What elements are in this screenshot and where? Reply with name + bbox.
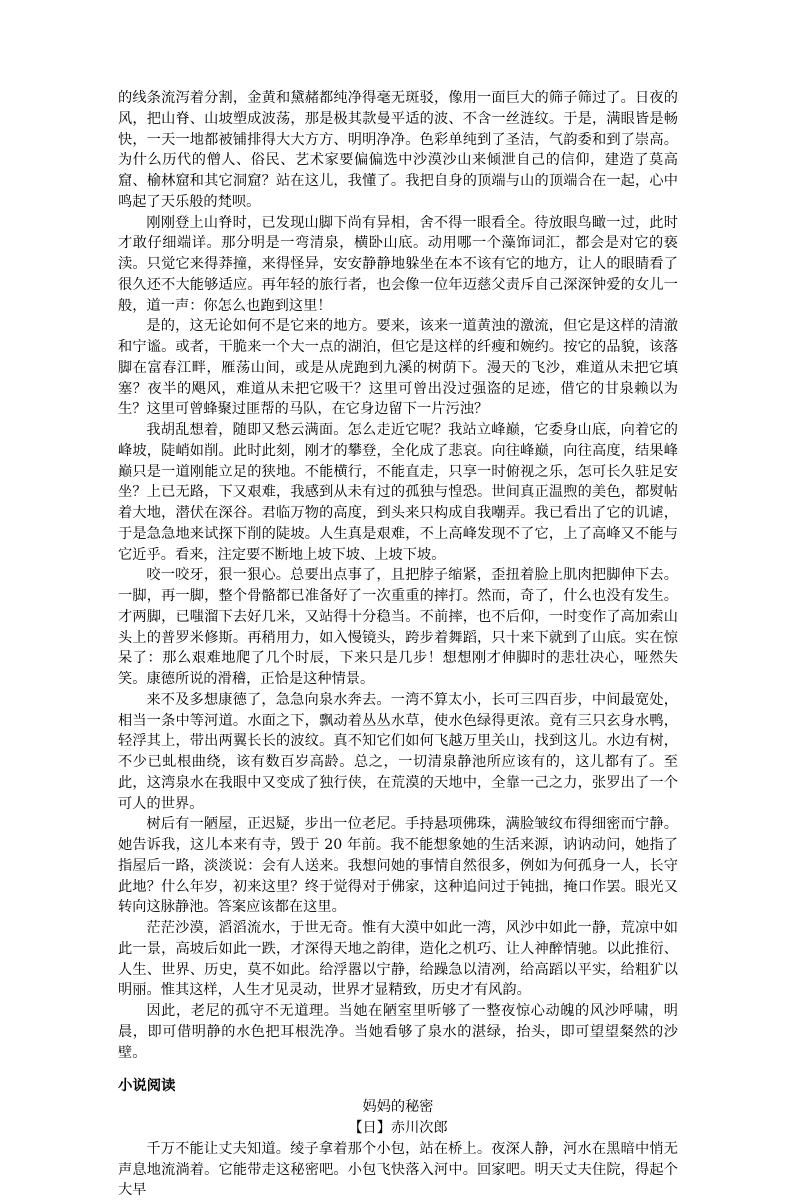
essay-paragraph-4: 我胡乱想着，随即又愁云满面。怎么走近它呢？我站立峰巅，它委身山底，向着它的峰坡，陡峭如削。此时此刻，刚才的攀登，全化成了悲哀。向往峰巅，向往高度，结果峰巅只是一道刚能立足的狭地。不能横行，不能直走，只享一时俯视之乐，怎可长久驻足安坐？上已无路，下又艰难，我感到从未有过的孤独与惶恐。世间真正温煦的美色，都熨帖着大地，潜伏在深谷。君临万物的高度，到头来只构成自我嘲弄。我已看出了它的讥谑，于是急急地来试探下削的陡坡。人生真是艰难，不上高峰发现不了它，上了高峰又不能与它近乎。看来，注定要不断地上坡下坡、上坡下坡。	[118, 422, 678, 563]
story-title: 妈妈的秘密	[362, 1099, 434, 1116]
section-heading: 小说阅读	[118, 1078, 176, 1095]
essay-paragraph-6: 来不及多想康德了，急急向泉水奔去。一湾不算太小，长可三四百步，中间最宽处，相当一条中等河道。水面之下，飘动着丛丛水草，使水色绿得更浓。竟有三只玄身水鸭，轻浮其上，带出两翼长长的波纹。真不知它们如何飞越万里关山，找到这儿。水边有树，不少已虬根曲绕，该有数百岁高龄。总之，一切清泉静池所应该有的，这儿都有了。至此，这湾泉水在我眼中又变成了独行侠，在荒漠的天地中，全靠一己之力，张罗出了一个可人的世界。	[118, 691, 678, 812]
essay-paragraph-2: 刚刚登上山脊时，已发现山脚下尚有异相，舍不得一眼看全。待放眼鸟瞰一过，此时才敢仔细端详。那分明是一弯清泉，横卧山底。动用哪一个藻饰词汇，都会是对它的亵渎。只觉它来得莽撞，来得怪异，安安静静地躲坐在本不该有它的地方，让人的眼睛看了很久还不大能够适应。再年轻的旅行者，也会像一位年迈慈父责斥自己深深钟爱的女儿一般，道一声：你怎么也跑到这里！	[118, 214, 678, 314]
essay-paragraph-5: 咬一咬牙，狠一狠心。总要出点事了，且把脖子缩紧，歪扭着脸上肌肉把脚伸下去。一脚，再一脚，整个骨骼都已准备好了一次重重的摔打。然而，奇了，什么也没有发生。才两脚，已嗤溜下去好几米，又站得十分稳当。不前摔，也不后仰，一时变作了高加索山头上的普罗米修斯。再稍用力，如入慢镜头，跨步着舞蹈，只十来下就到了山底。实在惊呆了：那么艰难地爬了几个时辰，下来只是几步！想想刚才伸脚时的悲壮决心，哑然失笑。康德所说的滑稽，正恰是这种情景。	[118, 567, 678, 687]
document-page	[118, 88, 678, 1201]
essay-section	[118, 88, 678, 1063]
essay-paragraph-8: 茫茫沙漠，滔滔流水，于世无奇。惟有大漠中如此一湾，风沙中如此一静，荒凉中如此一景，高坡后如此一跌，才深得天地之韵律，造化之机巧、让人神醉情驰。以此推衍、人生、世界、历史，莫不如此。给浮嚣以宁静，给躁急以清冽，给高蹈以平实，给粗犷以明丽。惟其这样，人生才见灵动，世界才显精致，历史才有风韵。	[118, 920, 678, 999]
essay-paragraph-9: 因此，老尼的孤守不无道理。当她在陋室里听够了一整夜惊心动魄的风沙呼啸，明晨，即可借明静的水色把耳根洗净。当她看够了泉水的湛绿，抬头，即可望望粲然的沙壁。	[118, 1003, 678, 1061]
story-section	[118, 1097, 678, 1201]
essay-paragraph-7: 树后有一陋屋，正迟疑，步出一位老尼。手持悬项佛珠，满脸皱纹布得细密而宁静。她告诉我，这儿本来有寺，毁于 20 年前。我不能想象她的生活来源，讷讷动问，她指了指屋后一路，淡淡说：会有人送来。我想问她的事情自然很多，例如为何孤身一人，长守此地？什么年岁，初来这里？终于觉得对于佛家，这种追问过于钝拙，掩口作罢。眼光又转向这脉静池。答案应该都在这里。	[118, 816, 678, 916]
essay-paragraph-1: 的线条流泻着分割，金黄和黛赭都纯净得毫无斑驳，像用一面巨大的筛子筛过了。日夜的风，把山脊、山坡塑成波荡，那是极其款曼平适的波、不含一丝涟纹。于是，满眼皆是畅快，一天一地都被铺排得大大方方、明明净净。色彩单纯到了圣洁，气韵委和到了崇高。为什么历代的僧人、俗民、艺术家要偏偏选中沙漠沙山来倾泄自己的信仰，建造了莫高窟、榆林窟和其它洞窟？站在这儿，我懂了。我把自身的顶端与山的顶端合在一起，心中鸣起了天乐般的梵呗。	[118, 90, 678, 210]
essay-paragraph-3: 是的，这无论如何不是它来的地方。要来，该来一道黄浊的激流，但它是这样的清澈和宁谧。或者，干脆来一个大一点的湖泊，但它是这样的纤瘦和婉约。按它的品貌，该落脚在富春江畔，雁荡山间，或是从虎跑到九溪的树荫下。漫天的飞沙，难道从未把它填塞？夜半的飓风，难道从未把它吸干？这里可曾出没过强盗的足迹，借它的甘泉赖以为生？这里可曾蜂聚过匪帮的马队，在它身边留下一片污浊？	[118, 318, 678, 418]
story-paragraph-1: 千万不能让丈夫知道。绫子拿着那个小包，站在桥上。夜深人静，河水在黑暗中悄无声息地流淌着。它能带走这秘密吧。小包飞快落入河中。回家吧。明天丈夫住院，得起个大早	[118, 1140, 678, 1199]
story-author: 【日】赤川次郎	[348, 1120, 448, 1136]
